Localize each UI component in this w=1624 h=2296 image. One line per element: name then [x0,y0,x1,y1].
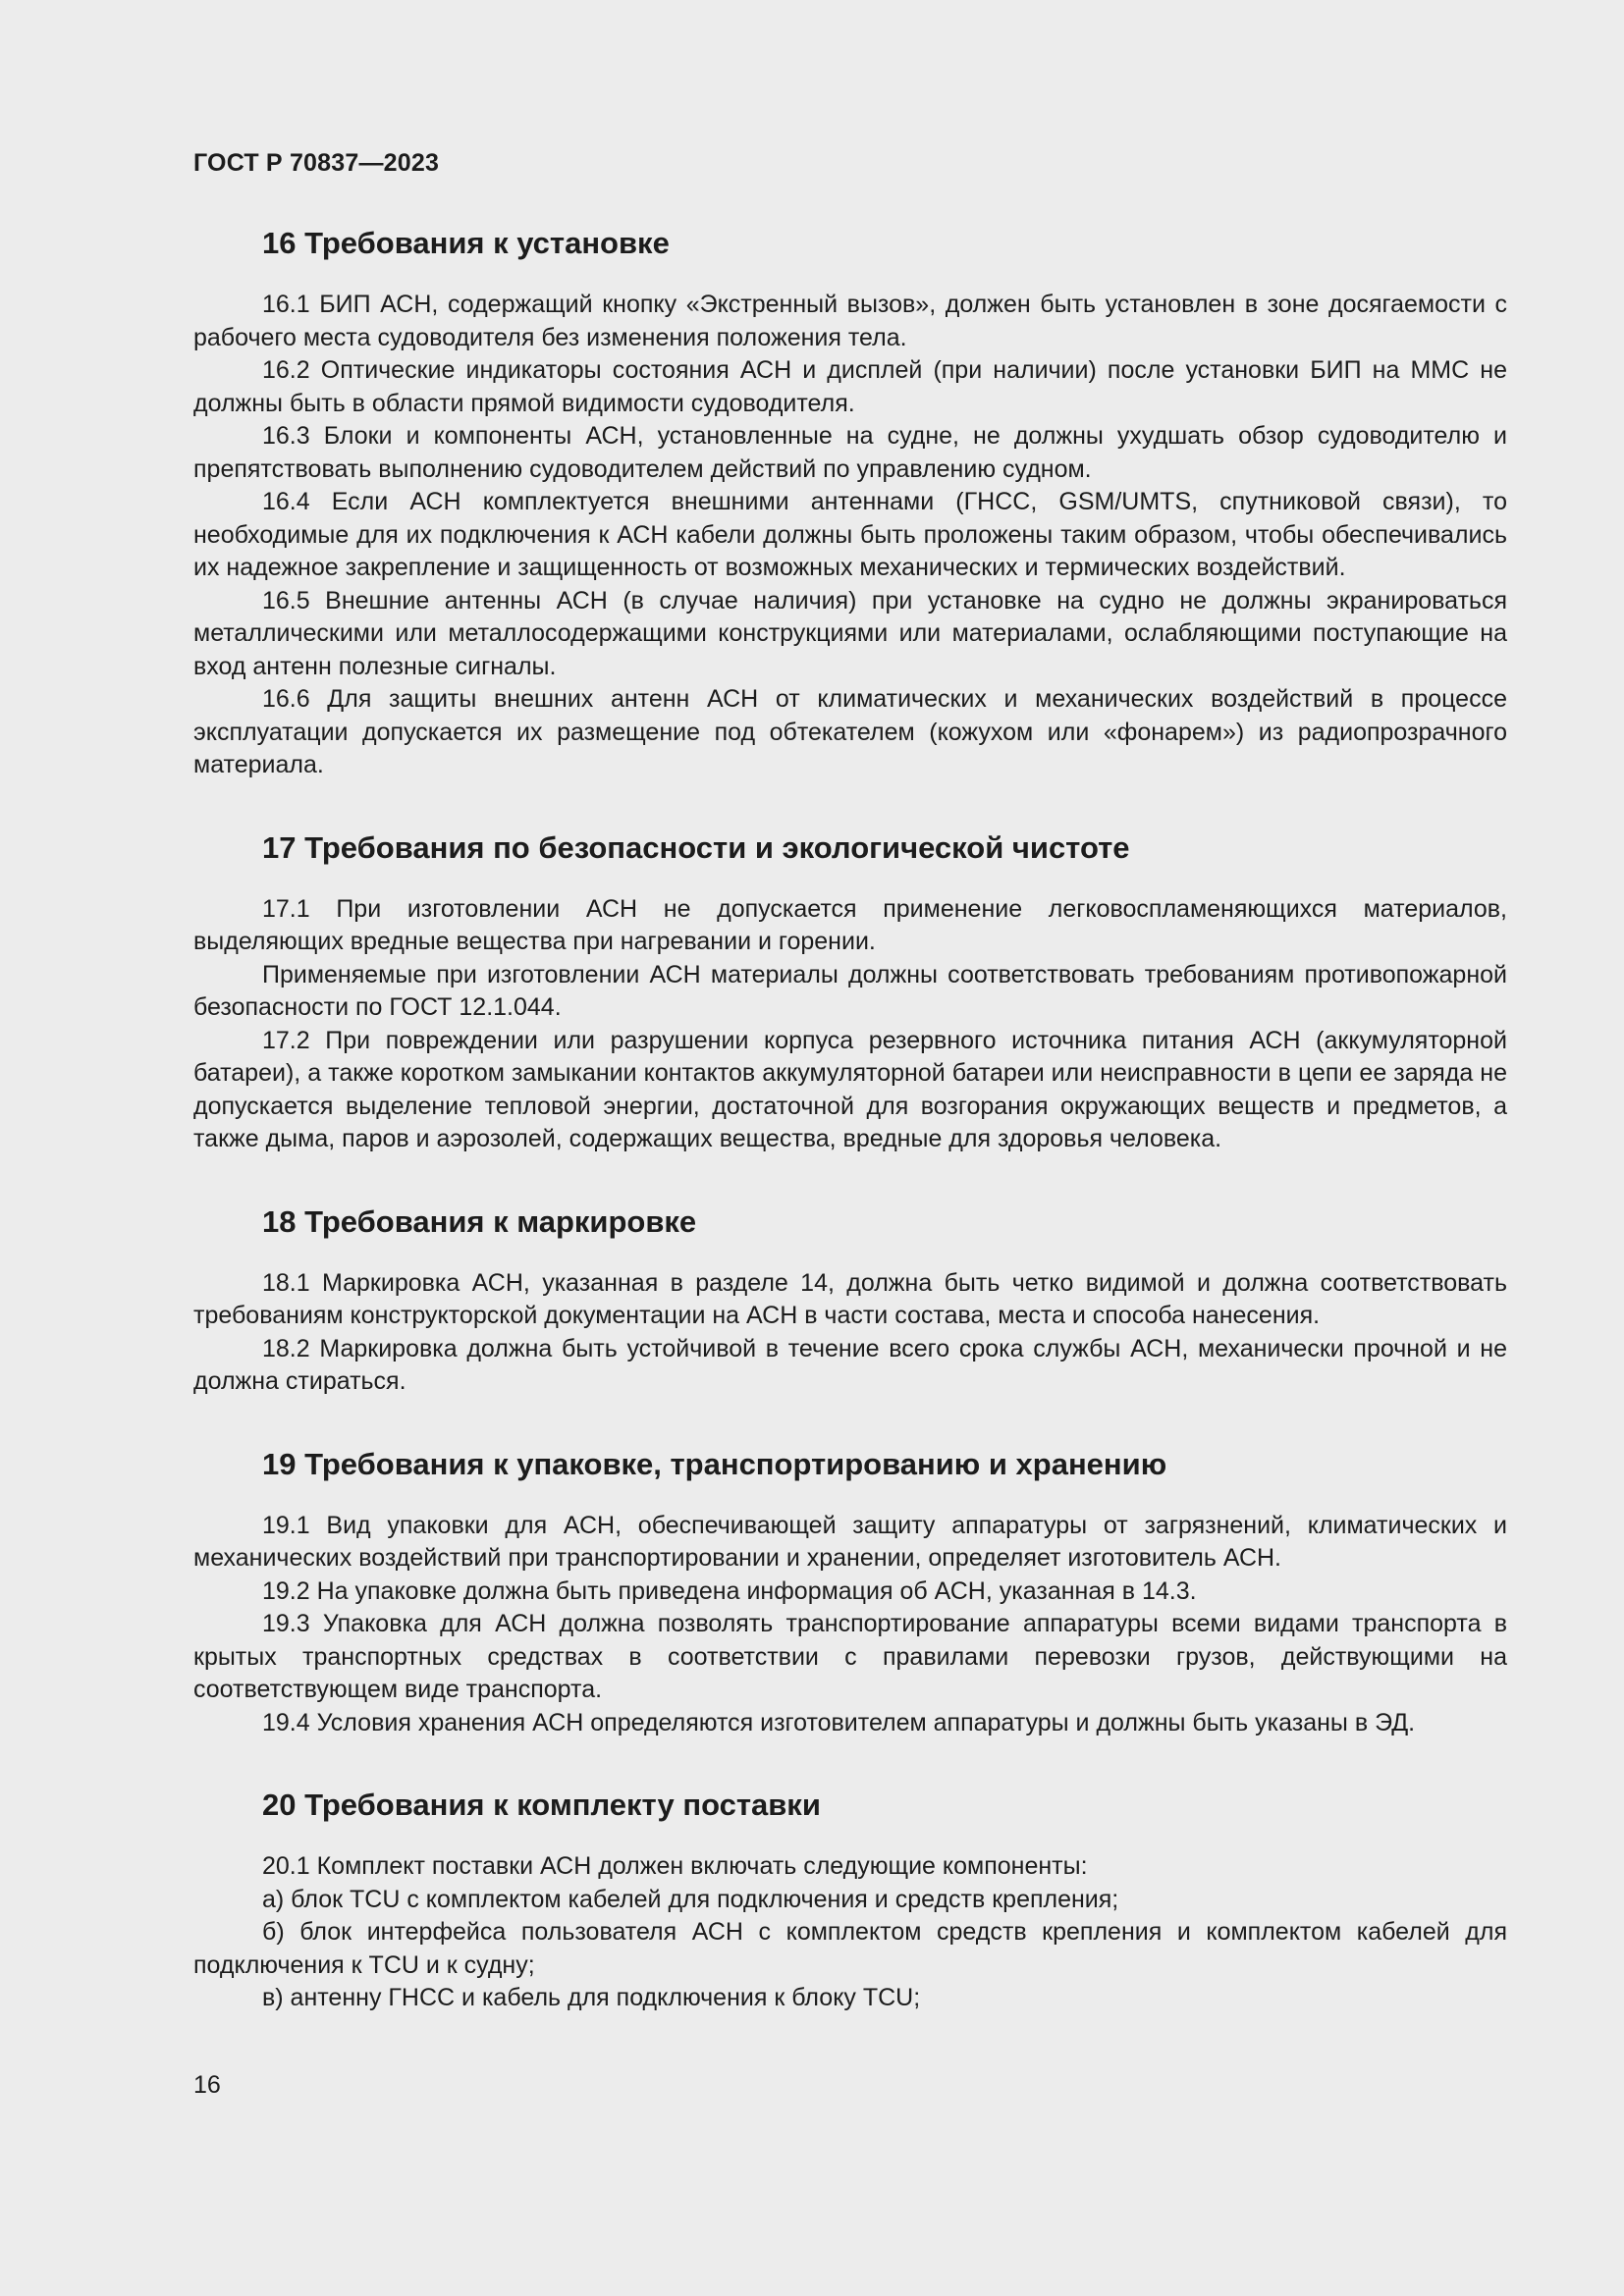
page-number: 16 [193,2071,221,2099]
paragraph: 16.5 Внешние антенны АСН (в случае наличия) при установке на судно не должны экранироваться металлическими или металлосодержащими конструкциями или материалами, ослабляющими поступающие на вход антенн полезные сигналы. [193,586,1507,680]
paragraph: 17.1 При изготовлении АСН не допускается применение легковоспламеняющихся материалов, выделяющих вредные вещества при нагревании и горении. [193,894,1507,955]
paragraph: 16.4 Если АСН комплектуется внешними антеннами (ГНСС, GSM/UMTS, спутниковой связи), то необходимые для их подключения к АСН кабели должны быть проложены таким образом, чтобы обеспечивались их надежное закрепление и защищенность от возможных механических и термических воздействий. [193,488,1507,581]
paragraph: 16.3 Блоки и компоненты АСН, установленные на судне, не должны ухудшать обзор судоводителю и препятствовать выполнению судоводителем действий по управлению судном. [193,422,1507,483]
section-17-safety [193,823,1507,1156]
section-heading: 17 Требования по безопасности и экологической чистоте [262,829,1130,865]
section-heading: 18 Требования к маркировке [262,1203,697,1239]
section-heading: 20 Требования к комплекту поставки [262,1788,821,1822]
paragraph: 16.6 Для защиты внешних антенн АСН от климатических и механических воздействий в процессе эксплуатации допускается их размещение под обтекателем (кожухом или «фонарем») из радиопрозрачного материала. [193,685,1507,778]
list-item: б) блок интерфейса пользователя АСН с комплектом средств крепления и комплектом кабелей для подключения к TCU и к судну; [193,1918,1507,1979]
paragraph: 20.1 Комплект поставки АСН должен включать следующие компоненты: [262,1852,1088,1880]
section-heading: 16 Требования к установке [262,226,670,260]
paragraph: 18.1 Маркировка АСН, указанная в разделе 14, должна быть четко видимой и должна соответствовать требованиям конструкторской документации на АСН в части состава, места и способа нанесения. [193,1268,1507,1329]
section-19-packaging [193,1439,1507,1740]
paragraph: 19.1 Вид упаковки для АСН, обеспечивающей защиту аппаратуры от загрязнений, климатических и механических воздействий при транспортировании и хранении, определяет изготовитель АСН. [193,1511,1507,1572]
section-16-installation [193,218,1507,782]
section-18-marking [193,1197,1507,1399]
list-item: а) блок TCU с комплектом кабелей для подключения и средств крепления; [262,1885,1119,1913]
document-header: ГОСТ Р 70837—2023 [193,149,440,177]
paragraph: 19.4 Условия хранения АСН определяются изготовителем аппаратуры и должны быть указаны в ЭД. [262,1708,1416,1736]
paragraph: Применяемые при изготовлении АСН материалы должны соответствовать требованиям противопожарной безопасности по ГОСТ 12.1.044. [193,960,1507,1021]
document-body [193,218,1507,2056]
paragraph: 18.2 Маркировка должна быть устойчивой в течение всего срока службы АСН, механически прочной и не должна стираться. [193,1334,1507,1395]
paragraph: 19.2 На упаковке должна быть приведена информация об АСН, указанная в 14.3. [262,1576,1197,1605]
paragraph: 19.3 Упаковка для АСН должна позволять транспортирование аппаратуры всеми видами транспорта в крытых транспортных средствах в соответствии с правилами перевозки грузов, действующими на соответствующем виде транспорта. [193,1610,1507,1703]
paragraph: 16.2 Оптические индикаторы состояния АСН и дисплей (при наличии) после установки БИП на ММС не должны быть в области прямой видимости судоводителя. [193,356,1507,417]
section-20-delivery-set [193,1780,1507,2015]
paragraph: 16.1 БИП АСН, содержащий кнопку «Экстренный вызов», должен быть установлен в зоне досягаемости с рабочего места судоводителя без изменения положения тела. [193,291,1507,351]
paragraph: 17.2 При повреждении или разрушении корпуса резервного источника питания АСН (аккумуляторной батареи), а также коротком замыкании контактов аккумуляторной батареи или неисправности в цепи ее заряда не допускается выделение тепловой энергии, достаточной для возгорания окружающих веществ и предметов, а также дыма, паров и аэрозолей, содержащих вещества, вредные для здоровья человека. [193,1026,1507,1152]
list-item: в) антенну ГНСС и кабель для подключения к блоку TCU; [262,1984,921,2011]
section-heading: 19 Требования к упаковке, транспортированию и хранению [262,1446,1167,1481]
